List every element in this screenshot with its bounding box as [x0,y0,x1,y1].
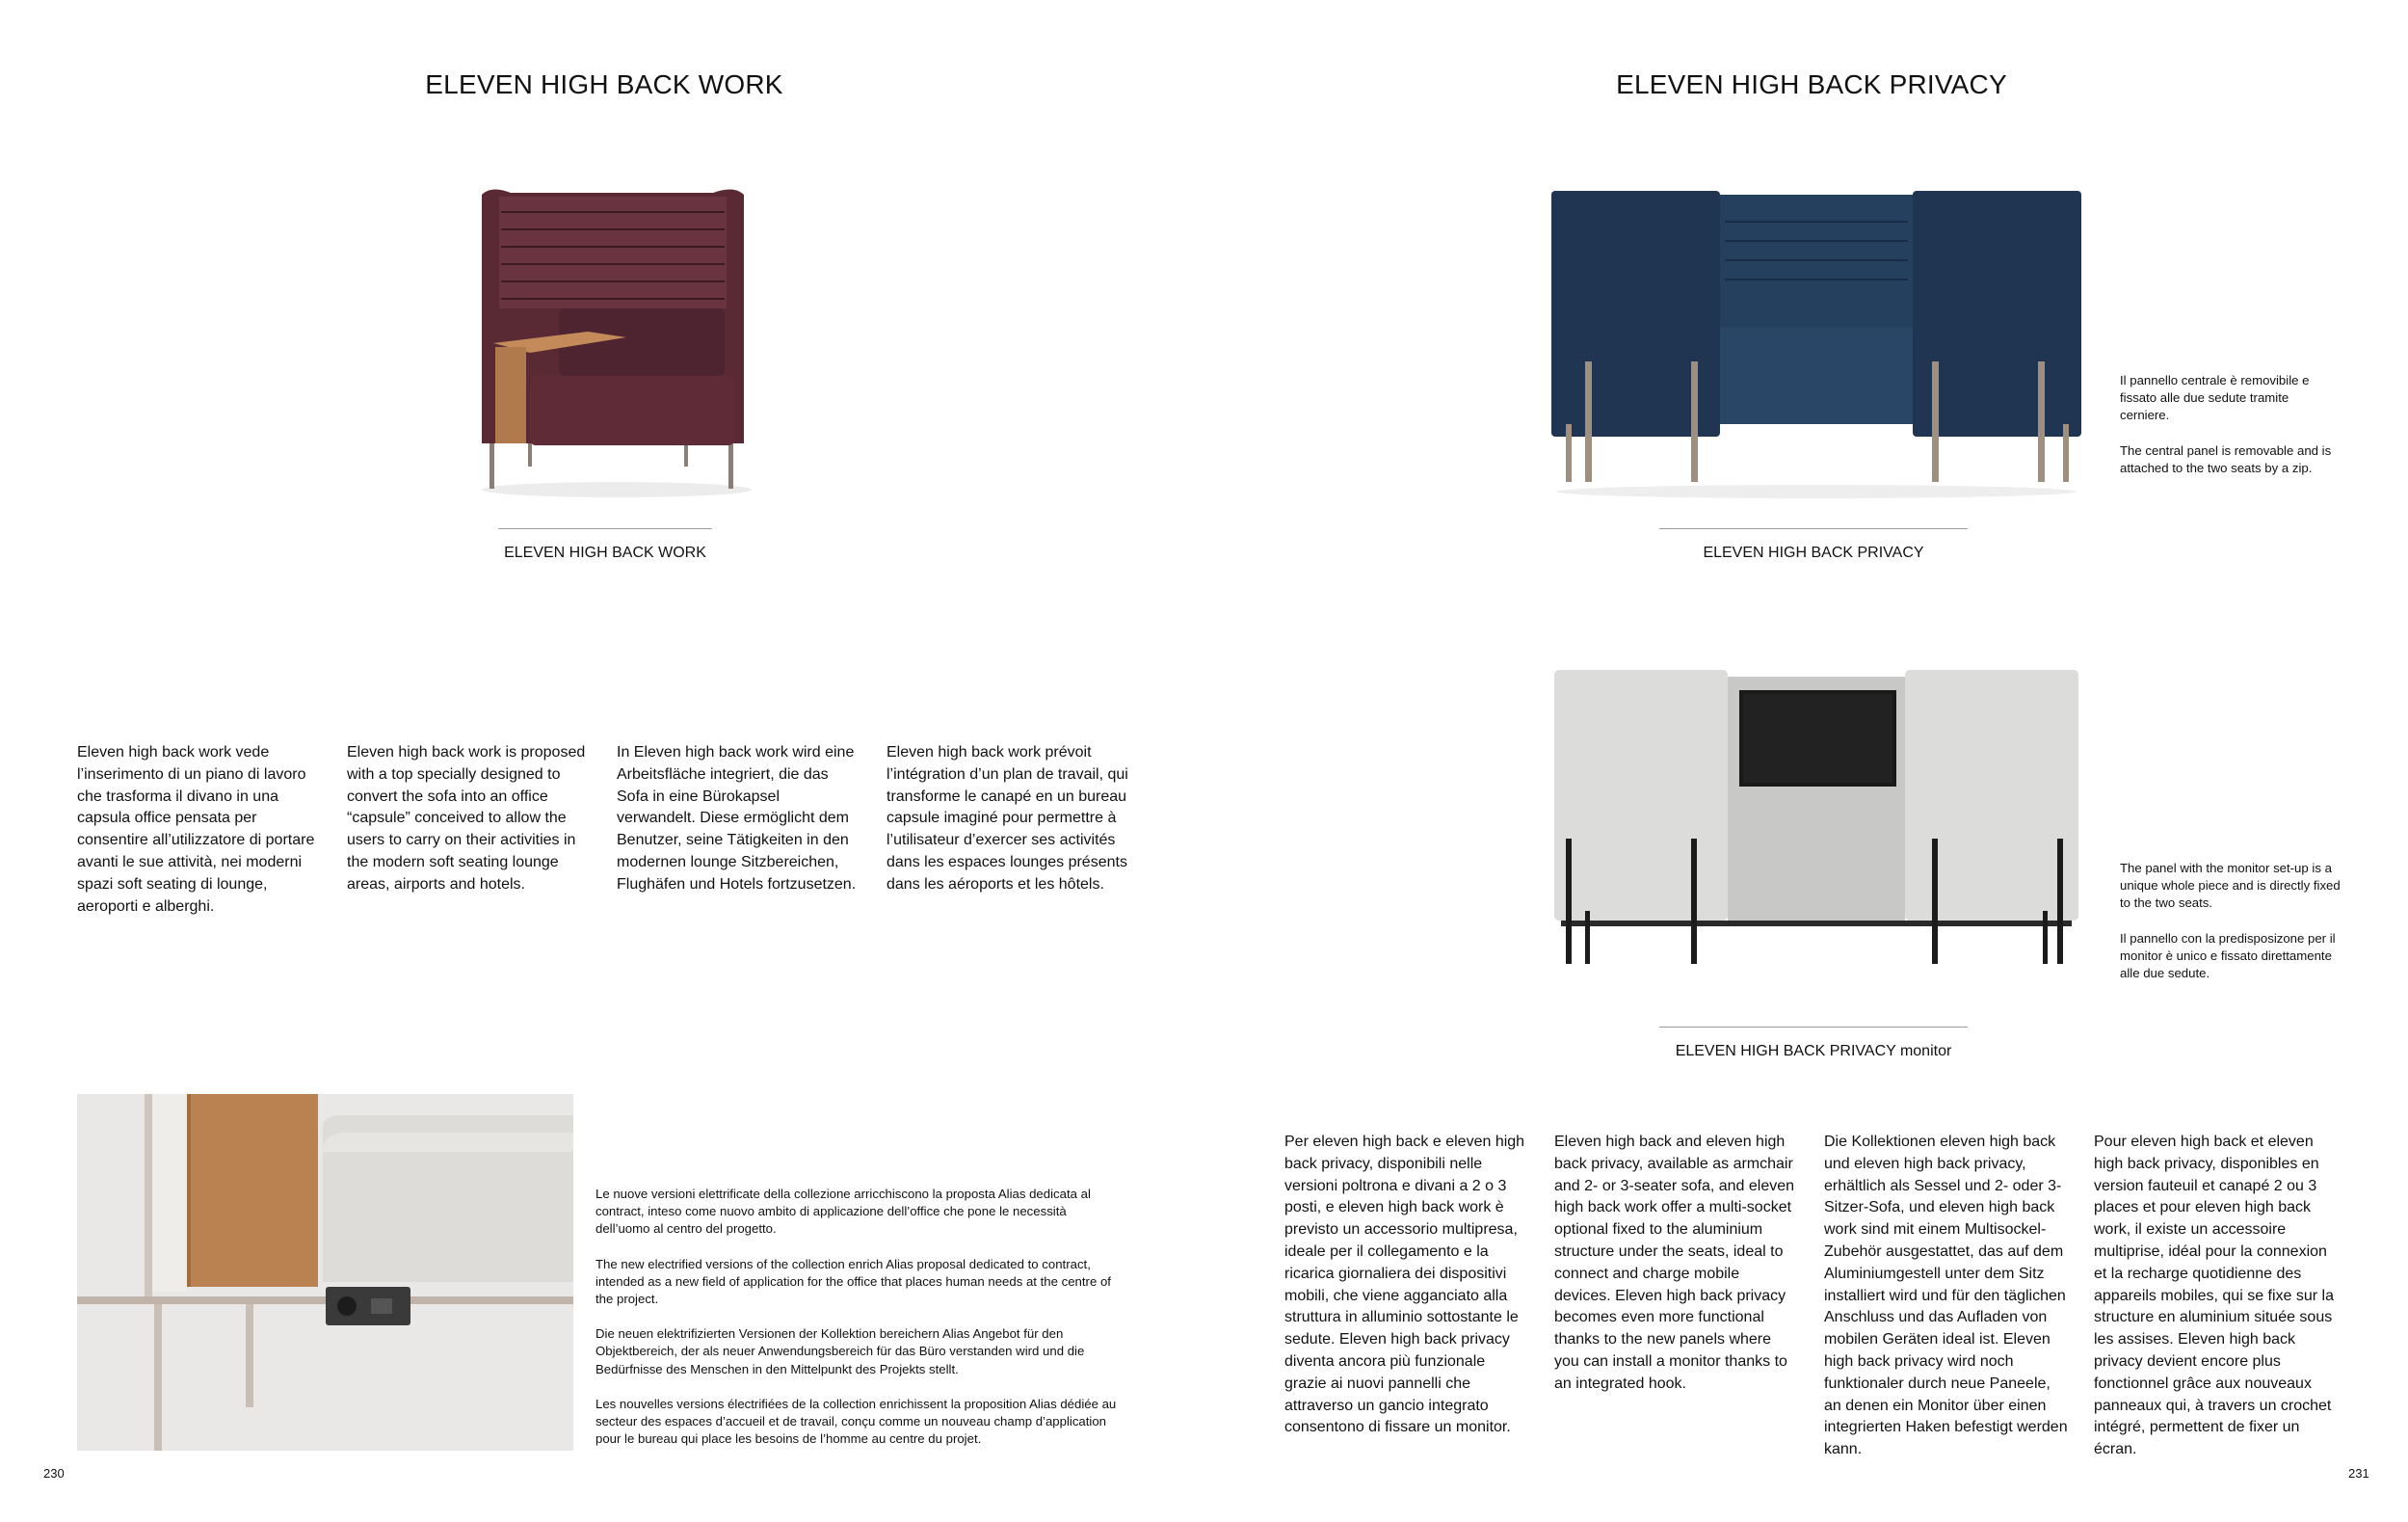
text-privacy-de: Die Kollektionen eleven high back und eleven high back privacy, erhältlich als Sessel und 2- oder 3-Sitzer-Sofa, und eleven high back work sind mit einem Multisockel-Zubehör ausgestattet, das auf dem Aluminiumgestell unter dem Sitz installiert wird und für den täglichen Anschluss und das Aufladen von mobilen Geräten ideal ist. Eleven high back privacy wird noch funktionaler durch neue Paneele, an denen ein Monitor über einen integrierten Haken befestigt werden kann. [1824,1134,2068,1458]
right-page-title: ELEVEN HIGH BACK PRIVACY [1616,69,2007,99]
text-privacy-en: Eleven high back and eleven high back privacy, available as armchair and 2- or 3-seater sofa, and eleven high back work offer a multi-socket optional fixed to the aluminium structure under the seats, ideal to connect and charge mobile devices. Eleven high back privacy becomes even more functional thanks to the new panels where you can install a monitor thanks to an integrated hook. [1554,1134,1795,1392]
note-central-panel-en: The central panel is removable and is attached to the two seats by a zip. [2120,442,2332,475]
privacy-monitor-image-caption: ELEVEN HIGH BACK PRIVACY monitor [1675,1043,1952,1059]
text-work-en: Eleven high back work is proposed with a top specially designed to convert the sofa into an office “capsule” conceived to allow the users to carry on their activities in the modern soft seating lounge areas, airports and hotels. [347,744,586,893]
text-privacy-it: Per eleven high back e eleven high back privacy, disponibili nelle versioni poltrona e divani a 2 o 3 posti, e eleven high back work è previsto un accessorio multipresa, ideale per il collegamento e la ricarica giornaliera dei dispositivi mobili, che viene agganciato alla struttura in alluminio sottostante le sedute. Eleven high back privacy diventa ancora più funzionale grazie ai nuovi pannelli che attraverso un gancio integrato consentono di fissare un monitor. [1284,1134,1525,1436]
page-number-left: 230 [43,1466,65,1481]
note-monitor-panel [2120,860,2342,1000]
electrified-fr: Les nouvelles versions électrifiées de la collection enrichissent la proposition Alias dédiée au secteur des espaces d’accueil et de travail, conçu comme un nouveau champ d’application pour le bureau qui place les besoins de l’homme au centre du projet. [595,1396,1117,1447]
right-bottom-caption-rule [1659,1027,1968,1028]
text-privacy-fr: Pour eleven high back et eleven high back privacy, disponibles en version fauteuil et canapé 2 ou 3 places et pour eleven high back work, il existe un accessoire multiprise, idéal pour la connexion et la recharge quotidienne des appareils mobiles, qui se fixe sur la structure en aluminium située sous les assises. Eleven high back privacy devient encore plus fonctionnel grâce aux nouveaux panneaux qui, à travers un crochet intégré, permettent de fixer un écran. [2094,1134,2335,1458]
privacy-image-caption: ELEVEN HIGH BACK PRIVACY [1703,545,1924,561]
note-central-panel [2120,372,2342,494]
left-image-caption: ELEVEN HIGH BACK WORK [504,545,706,561]
electrified-it: Le nuove versioni elettrificate della collezione arricchiscono la proposta Alias dedicata al contract, inteso come nuovo ambito di applicazione dell’office che pone le necessità dell’uomo al centro del progetto. [595,1187,1091,1237]
page-number-right: 231 [2348,1466,2369,1481]
multi-socket-detail-image [77,1094,573,1451]
text-work-it: Eleven high back work vede l’inserimento di un piano di lavoro che trasforma il divano in una capsula office pensata per consentire all’utilizzatore di portare avanti le sue attività, nei moderni spazi soft seating di lounge, aeroporti e alberghi. [77,744,315,915]
left-caption-rule [498,528,712,529]
text-work-de: In Eleven high back work wird eine Arbeitsfläche integriert, die das Sofa in eine Bürokapsel verwandelt. Diese ermöglicht dem Benutzer, seine Tätigkeiten in den modernen lounge Sitzbereichen, Flughäfen und Hotels fortzusetzen. [617,744,857,893]
electrified-en: The new electrified versions of the collection enrich Alias proposal dedicated to contract, intended as a new field of application for the office that places human needs at the centre of the project. [595,1256,1111,1307]
eleven-high-back-privacy-monitor-image [1547,665,2086,983]
note-central-panel-it: Il pannello centrale è removibile e fissato alle due sedute tramite cerniere. [2120,373,2310,423]
electrified-de: Die neuen elektrifizierten Versionen der Kollektion bereichern Alias Angebot für den Objektbereich, der als neuer Anwendungsbereich für das Büro verstanden wird und die Bedürfnisse des Menschen in den Mittelpunkt des Projekts stellt. [595,1326,1085,1376]
right-top-caption-rule [1659,528,1968,529]
eleven-high-back-privacy-image [1547,183,2086,501]
electrified-text-block [595,1186,1121,1465]
eleven-high-back-work-image [472,183,761,501]
note-monitor-panel-en: The panel with the monitor set-up is a unique whole piece and is directly fixed to the two seats. [2120,861,2341,911]
left-page-title: ELEVEN HIGH BACK WORK [425,69,783,99]
text-work-fr: Eleven high back work prévoit l’intégration d’un plan de travail, qui transforme le canapé en un bureau capsule imaginé pour permettre à l’utilisateur d’exercer ses activités dans les espaces lounges présents dans les aéroports et les hôtels. [886,744,1128,893]
note-monitor-panel-it: Il pannello con la predisposizone per il monitor è unico e fissato direttamente alle due sedute. [2120,930,2336,981]
